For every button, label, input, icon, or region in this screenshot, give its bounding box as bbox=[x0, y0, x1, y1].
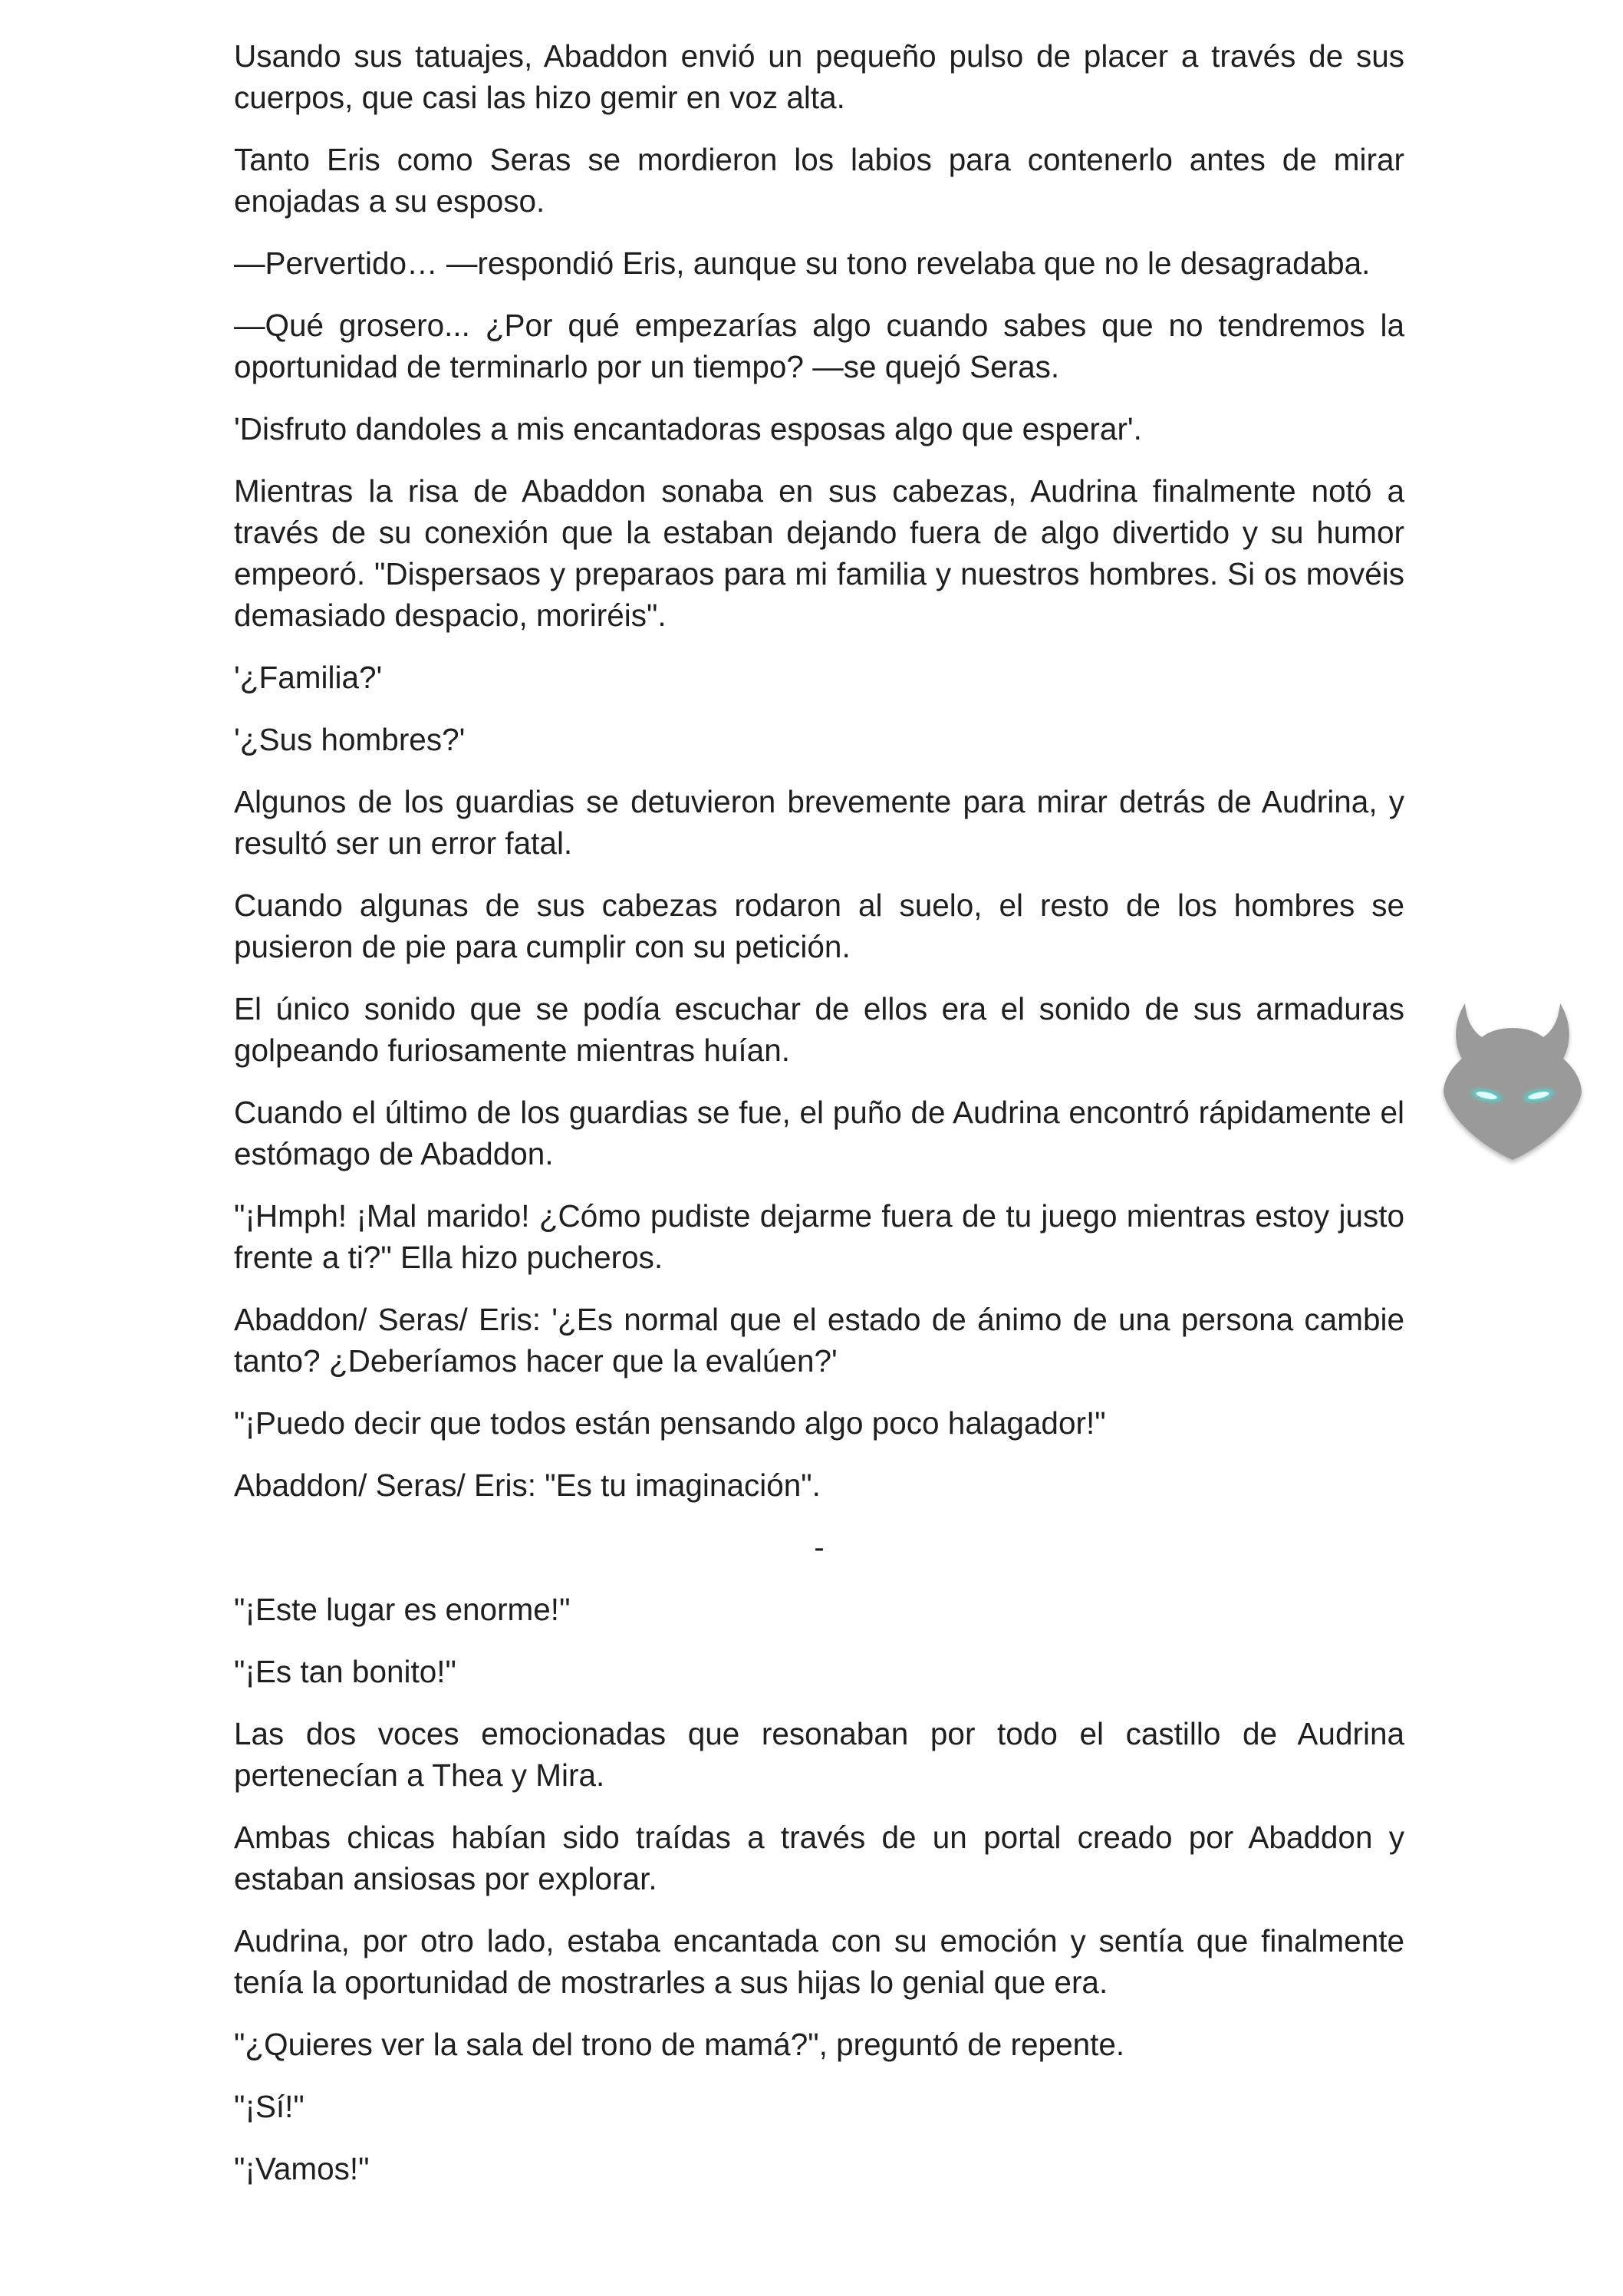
paragraph: "¡Puedo decir que todos están pensando algo poco halagador!" bbox=[234, 1405, 1106, 1441]
paragraph: Cuando algunas de sus cabezas rodaron al suelo, el resto de los hombres se pusieron de pie para cumplir con su petición. bbox=[234, 888, 1404, 964]
paragraph: Cuando el último de los guardias se fue, el puño de Audrina encontró rápidamente el estómago de Abaddon. bbox=[234, 1095, 1404, 1171]
paragraph: El único sonido que se podía escuchar de ellos era el sonido de sus armaduras golpeando furiosamente mientras huían. bbox=[234, 991, 1404, 1068]
paragraph: "¡Este lugar es enorme!" bbox=[234, 1592, 571, 1627]
paragraph: "¡Hmph! ¡Mal marido! ¿Cómo pudiste dejarme fuera de tu juego mientras estoy justo frente a ti?" Ella hizo pucheros. bbox=[234, 1198, 1404, 1275]
paragraph: "¿Quieres ver la sala del trono de mamá?", preguntó de repente. bbox=[234, 2027, 1125, 2062]
paragraph: Abaddon/ Seras/ Eris: "Es tu imaginación". bbox=[234, 1468, 821, 1503]
paragraph: Ambas chicas habían sido traídas a través de un portal creado por Abaddon y estaban ansiosas por explorar. bbox=[234, 1820, 1404, 1896]
paragraph: Las dos voces emocionadas que resonaban por todo el castillo de Audrina pertenecían a Thea y Mira. bbox=[234, 1716, 1404, 1793]
demon-head-icon bbox=[1436, 997, 1589, 1166]
paragraph: Audrina, por otro lado, estaba encantada con su emoción y sentía que finalmente tenía la oportunidad de mostrarles a sus hijas lo genial que era. bbox=[234, 1923, 1404, 2000]
paragraph: Tanto Eris como Seras se mordieron los labios para contenerlo antes de mirar enojadas a su esposo. bbox=[234, 142, 1404, 219]
paragraph: Mientras la risa de Abaddon sonaba en sus cabezas, Audrina finalmente notó a través de su conexión que la estaban dejando fuera de algo divertido y su humor empeoró. "Dispersaos y preparaos para mi familia y nuestros hombres. Si os movéis demasiado despacio, moriréis". bbox=[234, 473, 1404, 633]
paragraph: Abaddon/ Seras/ Eris: '¿Es normal que el estado de ánimo de una persona cambie tanto? ¿Deberíamos hacer que la evalúen?' bbox=[234, 1302, 1404, 1379]
paragraph: —Qué grosero... ¿Por qué empezarías algo cuando sabes que no tendremos la oportunidad de terminarlo por un tiempo? —se quejó Seras. bbox=[234, 308, 1404, 384]
document-body bbox=[234, 35, 1404, 2210]
paragraph: '¿Sus hombres?' bbox=[234, 722, 466, 757]
paragraph: 'Disfruto dandoles a mis encantadoras esposas algo que esperar'. bbox=[234, 411, 1142, 446]
paragraph: Usando sus tatuajes, Abaddon envió un pequeño pulso de placer a través de sus cuerpos, que casi las hizo gemir en voz alta. bbox=[234, 38, 1404, 115]
paragraph: "¡Vamos!" bbox=[234, 2151, 370, 2186]
scene-separator: - bbox=[814, 1530, 825, 1565]
paragraph: '¿Familia?' bbox=[234, 660, 383, 695]
paragraph: "¡Es tan bonito!" bbox=[234, 1654, 456, 1689]
paragraph: —Pervertido… —respondió Eris, aunque su tono revelaba que no le desagradaba. bbox=[234, 245, 1371, 281]
paragraph: "¡Sí!" bbox=[234, 2089, 305, 2124]
paragraph: Algunos de los guardias se detuvieron brevemente para mirar detrás de Audrina, y resultó ser un error fatal. bbox=[234, 784, 1404, 861]
